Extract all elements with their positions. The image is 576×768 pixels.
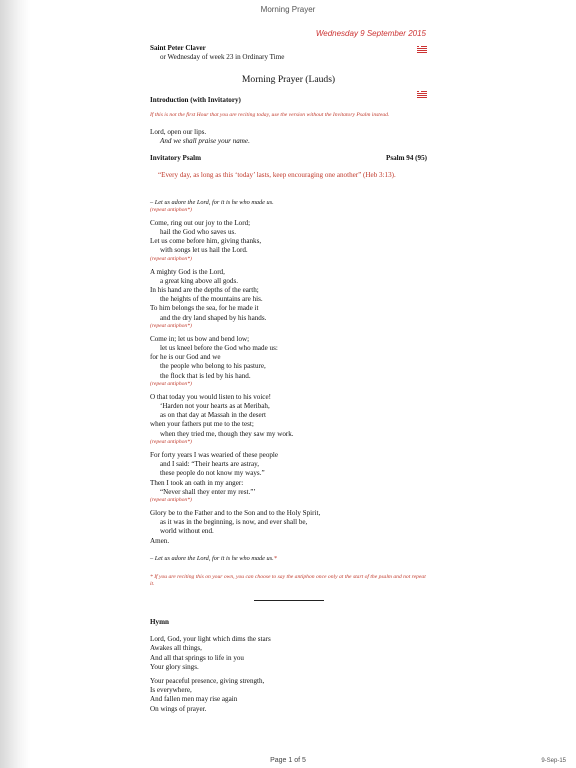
invitatory-heading: Invitatory Psalm [150,154,202,163]
repeat-antiphon: (repeat antiphon*) [150,255,192,262]
repeat-antiphon: (repeat antiphon*) [150,206,192,213]
footnote: * If you are reciting this on your own, you can choose to say the antiphon once only at the start of the psalm and not repeat it. [150,573,426,587]
verse-line: and the dry land shaped by his hands. [160,313,267,322]
verse-line: the flock that is led by his hand. [160,371,251,380]
verse-line: For forty years I was wearied of these people [150,450,279,459]
hymn-line: And fallen men may rise again [150,695,238,704]
hymn-line: Lord, God, your light which dims the stars [150,635,271,644]
hymn-text [150,635,427,714]
verse-line: as on that day at Massah in the desert [160,411,266,420]
verse-line: a great king above all gods. [160,276,239,285]
psalm-reference: Psalm 94 (95) [386,154,427,163]
psalm-stanza [150,219,427,263]
office-title: Morning Prayer (Lauds) [241,74,336,86]
psalm-stanza [150,268,427,330]
doxology-line: Glory be to the Father and to the Son and to the Holy Spirit, [150,508,321,517]
verse-line: hail the God who saves us. [160,228,237,237]
verse-line: Then I took an oath in my anger: [150,478,244,487]
intro-heading: Introduction (with Invitatory) [150,95,241,104]
hymn-line: Is everywhere, [150,686,192,695]
invitatory-header [150,154,427,163]
hymn-line: Your glory sings. [150,662,199,671]
doxology-line: Amen. [150,536,170,545]
celebration-alternative: or Wednesday of week 23 in Ordinary Time [160,53,285,62]
closing-antiphon-text: – Let us adore the Lord, for it is he who made us. [150,554,274,562]
title-bar [0,0,576,22]
header-date: Wednesday 9 September 2015 [315,29,426,38]
section-divider [254,600,324,601]
verse-line: In his hand are the depths of the earth; [150,286,259,295]
doxology-line: world without end. [160,527,214,536]
verse-line: ‘Harden not your hearts as at Meribah, [160,402,270,411]
verse-line: these people do not know my ways.” [160,469,265,478]
window-title: Morning Prayer [260,5,316,14]
closing-antiphon [150,554,427,563]
verse-line: when your fathers put me to the test; [150,420,254,429]
verse-line: for he is our God and we [150,353,221,362]
verse-line: and I said: “Their hearts are astray, [160,460,260,469]
celebration-block [150,44,427,62]
psalm-stanza [150,393,427,446]
repeat-antiphon: (repeat antiphon*) [150,496,192,503]
response: And we shall praise your name. [160,137,250,146]
verse-line: Let us come before him, giving thanks, [150,237,262,246]
doxology-line: as it was in the beginning, is now, and ever shall be, [160,518,308,527]
psalm-stanza [150,451,427,504]
psalm-epigraph: “Every day, as long as this ‘today’ lasts, keep encouraging one another” (Heb 3:13). [158,171,396,180]
verse-line: Come, ring out our joy to the Lord; [150,218,251,227]
verse-line: when they tried me, though they saw my work. [160,429,294,438]
repeat-antiphon: (repeat antiphon*) [150,380,192,387]
page-content [150,42,427,714]
intro-rubric: If this is not the first Hour that you are reciting today, use the version without the Invitatory Psalm instead. [150,111,390,118]
verse-line: A mighty God is the Lord, [150,267,225,276]
asterisk-mark: * [273,554,277,562]
verse-line: O that today you would listen to his voice! [150,392,271,401]
page-indicator: Page 1 of 5 [270,757,306,764]
hymn-line: And all that springs to life in you [150,653,244,662]
psalm-stanza [150,335,427,388]
verse-line: Come in; let us bow and bend low; [150,334,250,343]
verse-line: “Never shall they enter my rest.”’ [160,487,256,496]
repeat-antiphon: (repeat antiphon*) [150,322,192,329]
hymn-stanza [150,677,427,714]
footer-date: 9-Sep-15 [541,758,566,764]
verse-line: let us kneel before the God who made us: [160,344,278,353]
psalm-stanzas [150,219,427,504]
hymn-line: Your peaceful presence, giving strength, [150,676,265,685]
intro-section [150,96,427,147]
page-edge-shadow [0,0,30,768]
verse-line: To him belongs the sea, for he made it [150,304,259,313]
hymn-line: On wings of prayer. [150,704,207,713]
verse-line: the people who belong to his pasture, [160,362,266,371]
list-menu-icon[interactable] [417,91,427,99]
hymn-line: Awakes all things, [150,644,202,653]
list-menu-icon[interactable] [417,46,427,54]
versicle: Lord, open our lips. [150,127,207,136]
celebration-name: Saint Peter Claver [150,44,206,52]
verse-line: with songs let us hail the Lord. [160,246,248,255]
hymn-heading: Hymn [150,617,169,626]
repeat-antiphon: (repeat antiphon*) [150,438,192,445]
verse-line: the heights of the mountains are his. [160,295,263,304]
antiphon: – Let us adore the Lord, for it is he who made us. [150,198,274,206]
hymn-stanza [150,635,427,672]
doxology [150,509,427,546]
